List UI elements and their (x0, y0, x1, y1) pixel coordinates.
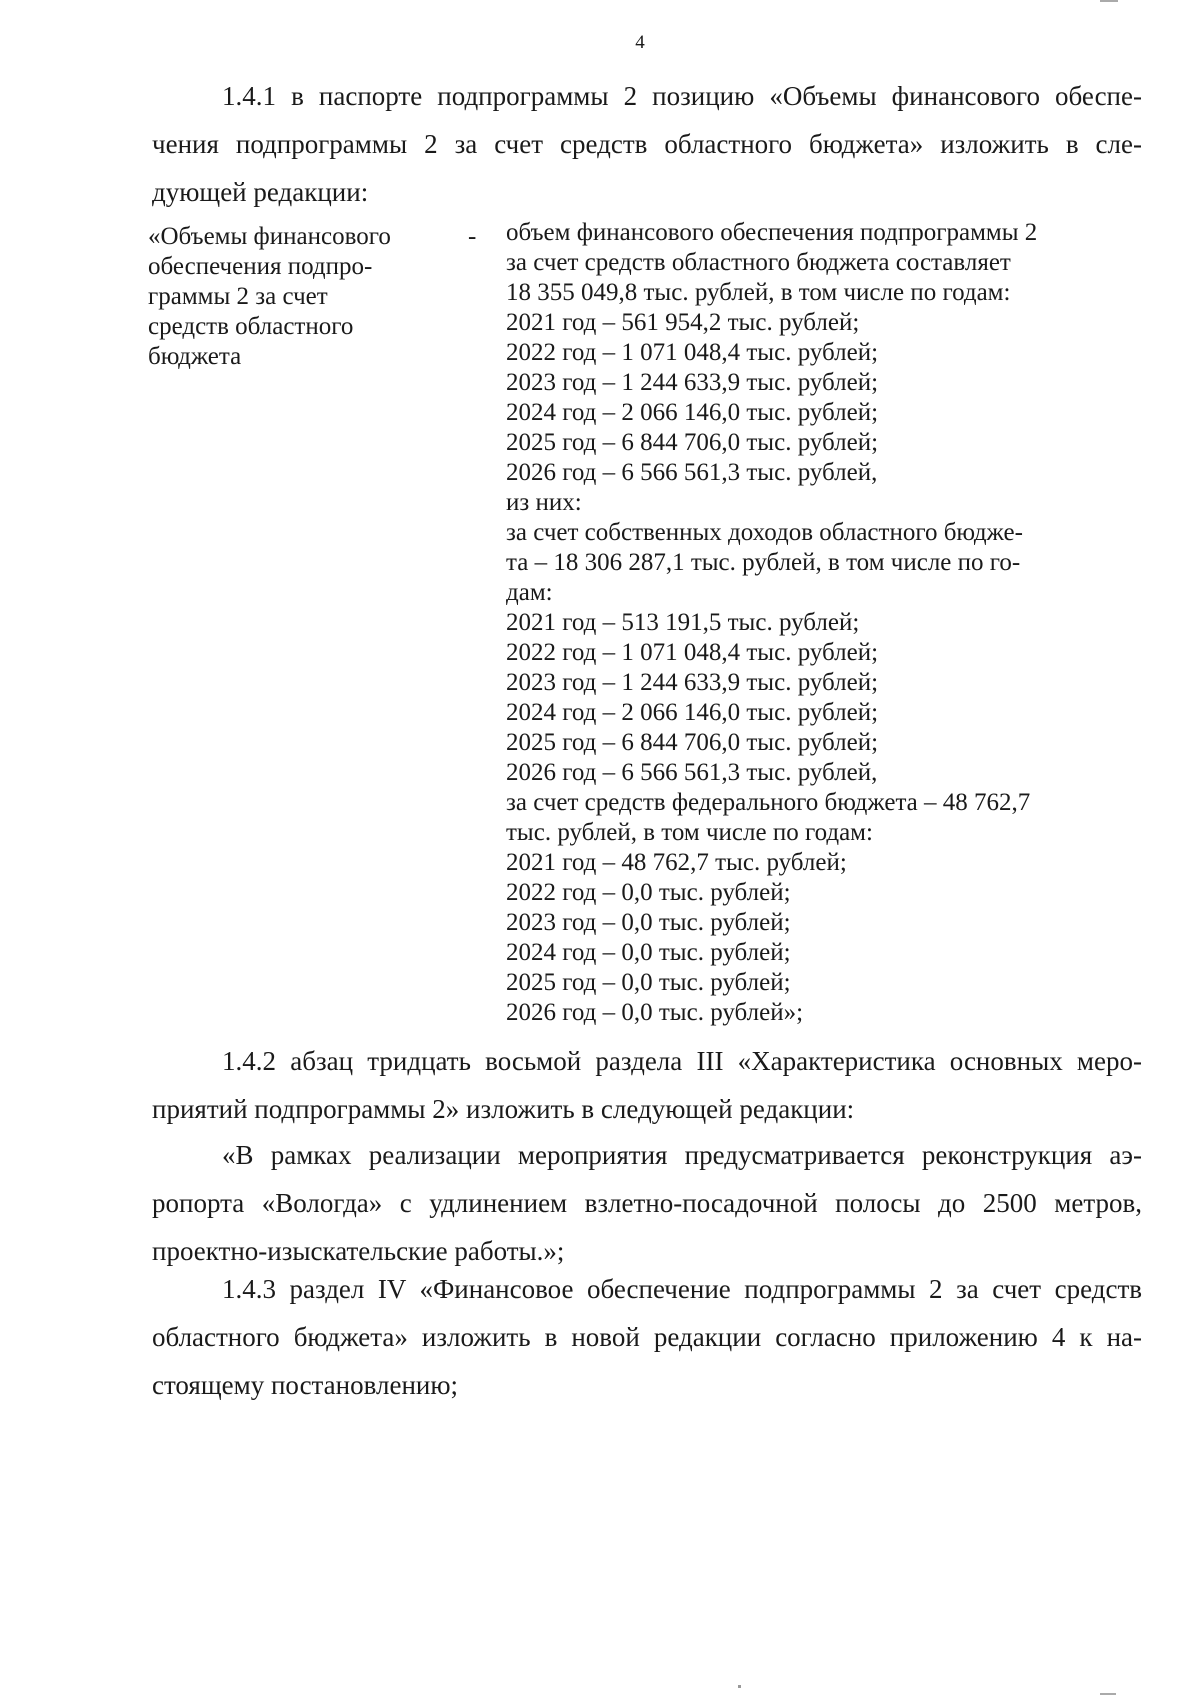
passport-value-line: объем финансового обеспечения подпрограммы 2 (506, 219, 1038, 246)
paragraph-quote (152, 1131, 1142, 1275)
passport-value-line: 2022 год – 1 071 048,4 тыс. рублей; (506, 639, 879, 666)
passport-value-line: за счет средств федерального бюджета – 48 762,7 (506, 789, 1031, 816)
passport-value-line: 2023 год – 1 244 633,9 тыс. рублей; (506, 669, 879, 696)
passport-value-line: 2024 год – 2 066 146,0 тыс. рублей; (506, 699, 879, 726)
passport-value-line: 2026 год – 6 566 561,3 тыс. рублей, (506, 759, 878, 786)
paragraph-line: стоящему постановлению; (152, 1370, 459, 1400)
paragraph-line: 1.4.3 раздел IV «Финансовое обеспечение подпрограммы 2 за счет средств (222, 1274, 1142, 1304)
scan-artifact (1100, 1693, 1116, 1695)
passport-value-line: 2025 год – 0,0 тыс. рублей; (506, 969, 791, 996)
passport-value-line: дам: (506, 579, 553, 606)
passport-value-line: 2026 год – 6 566 561,3 тыс. рублей, (506, 459, 878, 486)
passport-value (506, 218, 1146, 1028)
passport-value-line: из них: (506, 489, 582, 516)
passport-label-line: обеспечения подпро- (148, 253, 373, 280)
passport-value-line: 2025 год – 6 844 706,0 тыс. рублей; (506, 429, 879, 456)
passport-label-line: граммы 2 за счет (148, 283, 328, 310)
passport-dash: - (468, 223, 477, 250)
passport-value-line: 2021 год – 561 954,2 тыс. рублей; (506, 309, 860, 336)
paragraph-line: 1.4.2 абзац тридцать восьмой раздела III «Характеристика основных меро- (222, 1046, 1142, 1076)
paragraph-1-4-1 (152, 72, 1142, 216)
passport-value-line: 2022 год – 0,0 тыс. рублей; (506, 879, 791, 906)
paragraph-line: 1.4.1 в паспорте подпрограммы 2 позицию «Объемы финансового обеспе- (222, 81, 1142, 111)
passport-value-line: 2023 год – 0,0 тыс. рублей; (506, 909, 791, 936)
paragraph-line: областного бюджета» изложить в новой редакции согласно приложению 4 к на- (152, 1322, 1142, 1352)
passport-value-line: за счет средств областного бюджета составляет (506, 249, 1011, 276)
passport-value-line: тыс. рублей, в том числе по годам: (506, 819, 873, 846)
passport-value-line: 2021 год – 48 762,7 тыс. рублей; (506, 849, 847, 876)
scan-artifact (738, 1685, 741, 1688)
passport-label (148, 222, 438, 372)
paragraph-line: ропорта «Вологда» с удлинением взлетно-посадочной полосы до 2500 метров, (152, 1188, 1142, 1218)
scan-artifact (1100, 0, 1118, 2)
passport-value-line: та – 18 306 287,1 тыс. рублей, в том числе по го- (506, 549, 1021, 576)
passport-label-line: «Объемы финансового (148, 223, 391, 250)
passport-label-line: средств областного (148, 313, 354, 340)
paragraph-1-4-2 (152, 1037, 1142, 1133)
paragraph-1-4-3 (152, 1265, 1142, 1409)
page-number: 4 (635, 32, 645, 53)
passport-value-line: 2022 год – 1 071 048,4 тыс. рублей; (506, 339, 879, 366)
paragraph-line: приятий подпрограммы 2» изложить в следующей редакции: (152, 1094, 855, 1124)
passport-value-line: 2021 год – 513 191,5 тыс. рублей; (506, 609, 860, 636)
paragraph-line: проектно-изыскательские работы.»; (152, 1236, 565, 1266)
paragraph-line: чения подпрограммы 2 за счет средств областного бюджета» изложить в сле- (152, 129, 1142, 159)
passport-value-line: 2024 год – 0,0 тыс. рублей; (506, 939, 791, 966)
passport-value-line: за счет собственных доходов областного бюдже- (506, 519, 1023, 546)
passport-value-line: 18 355 049,8 тыс. рублей, в том числе по годам: (506, 279, 1011, 306)
passport-value-line: 2025 год – 6 844 706,0 тыс. рублей; (506, 729, 879, 756)
passport-label-line: бюджета (148, 343, 242, 370)
paragraph-line: дующей редакции: (152, 177, 369, 207)
paragraph-line: «В рамках реализации мероприятия предусматривается реконструкция аэ- (222, 1140, 1142, 1170)
passport-value-line: 2026 год – 0,0 тыс. рублей»; (506, 999, 804, 1026)
passport-value-line: 2023 год – 1 244 633,9 тыс. рублей; (506, 369, 879, 396)
passport-value-line: 2024 год – 2 066 146,0 тыс. рублей; (506, 399, 879, 426)
